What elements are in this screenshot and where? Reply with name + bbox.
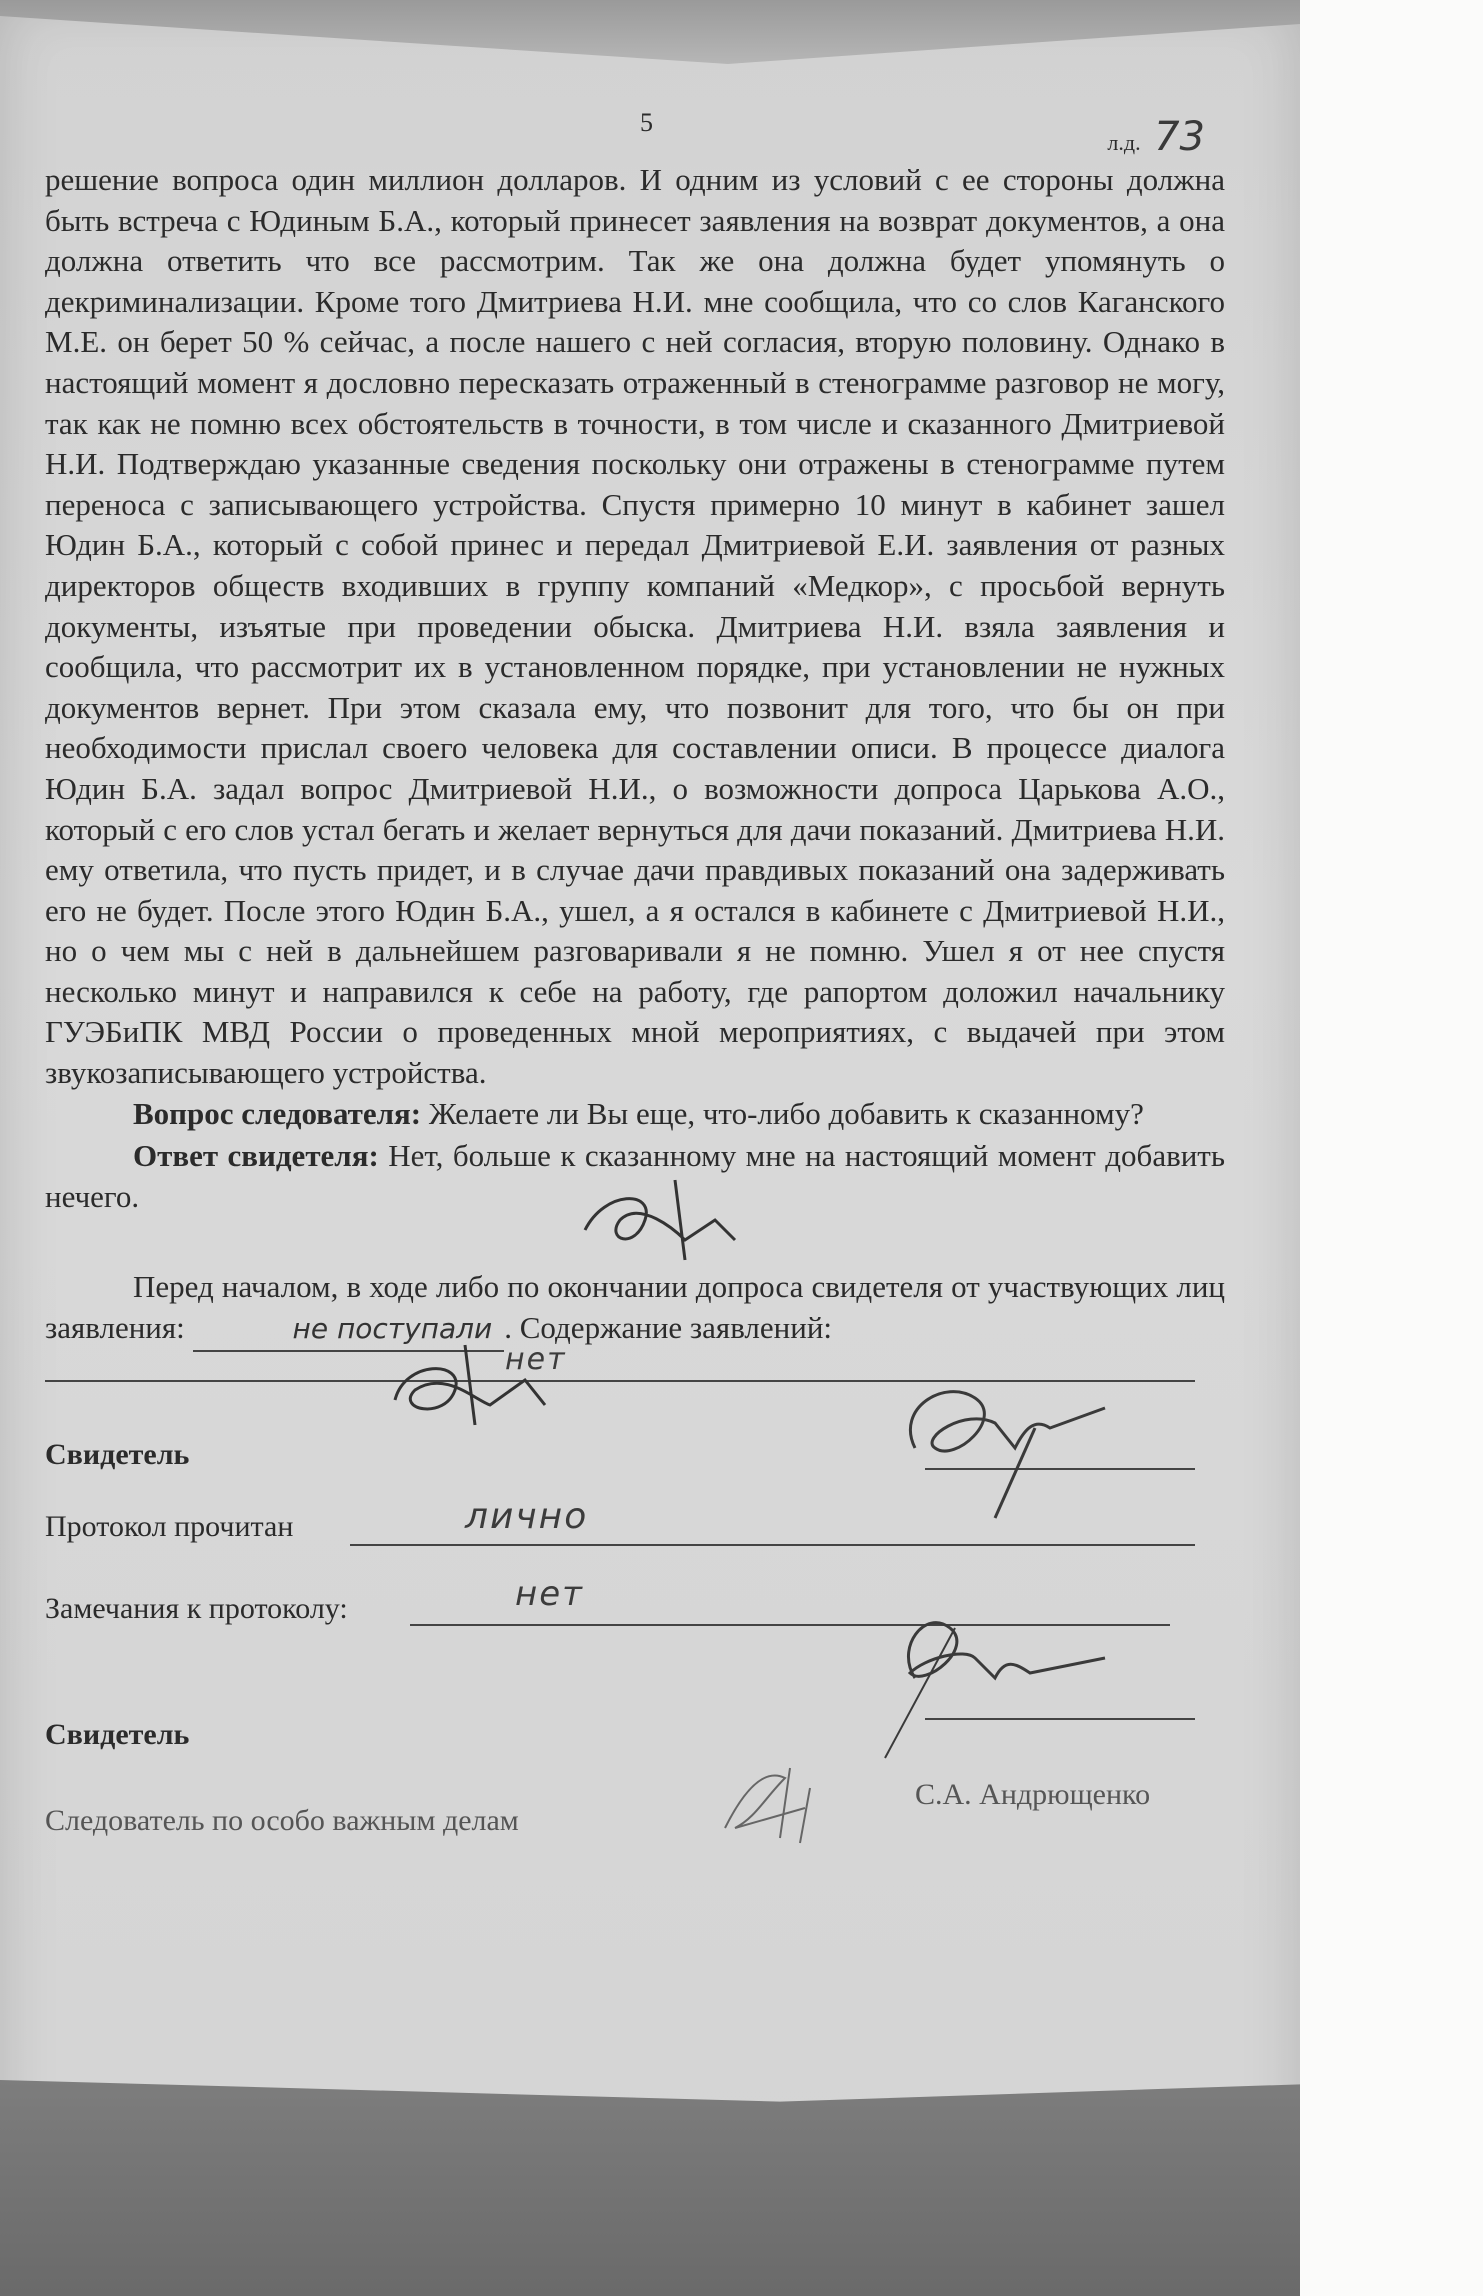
page-number: 5	[640, 108, 653, 137]
witness-signature-2	[865, 1588, 1125, 1748]
case-sheet-number: 73	[1154, 114, 1205, 160]
remarks-handwritten: нет	[515, 1573, 584, 1614]
page-header	[45, 100, 1225, 160]
inline-signature-answer-end	[365, 1340, 565, 1430]
document-page	[45, 100, 1225, 1848]
case-sheet-label: л.д.	[1107, 130, 1141, 155]
bottom-fold-shadow	[0, 2080, 1300, 2296]
remarks-label: Замечания к протоколу:	[45, 1591, 348, 1625]
protocol-read-row	[45, 1488, 1225, 1568]
question-text: Желаете ли Вы еще, что-либо добавить к сказанному?	[428, 1095, 1144, 1131]
case-sheet-reference	[1107, 114, 1205, 160]
witness-signature-row-2	[45, 1678, 1225, 1768]
inline-signature-paragraph-end	[565, 1180, 765, 1260]
answer-label: Ответ свидетеля:	[133, 1138, 379, 1174]
investigator-signature	[695, 1748, 855, 1848]
investigator-title: Следователь по особо важным делам	[45, 1803, 519, 1837]
statements-text-after: . Содержание заявлений:	[504, 1310, 833, 1346]
witness-label-2: Свидетель	[45, 1717, 190, 1751]
statements-content-handwritten: нет	[505, 1341, 567, 1377]
statements-text-before: Перед началом, в ходе либо по окончании допроса свидетеля от участвующих лиц заявления:	[45, 1269, 1225, 1346]
protocol-read-label: Протокол прочитан	[45, 1509, 294, 1543]
investigator-question	[45, 1094, 1225, 1135]
witness-signature-row-1	[45, 1398, 1225, 1488]
statements-paragraph	[45, 1267, 1225, 1351]
witness-signature-1	[875, 1368, 1135, 1508]
testimony-paragraph: решение вопроса один миллион долларов. И одним из условий с ее стороны должна быть встреча с Юдиным Б.А., который принесет заявления на возврат документов, а она должна ответить что все рассмотрим. Так же она должна будет упомянуть о декриминализации. Кроме того Дмитриева Н.И. мне сообщила, что со слов Каганского М.Е. он берет 50 % сейчас, а после нашего с ней согласия, вторую половину. Однако в настоящий момент я дословно пересказать отраженный в стенограмме разговор не могу, так как не помню всех обстоятельств в точности, в том числе и сказанного Дмитриевой Н.И. Подтверждаю указанные сведения поскольку они отражены в стенограмме путем переноса с записывающего устройства. Спустя примерно 10 минут в кабинет зашел Юдин Б.А., который с собой принес и передал Дмитриевой Е.И. заявления от разных директоров обществ входивших в группу компаний «Медкор», с просьбой вернуть документы, изъятые при проведении обыска. Дмитриева Н.И. взяла заявления и сообщила, что рассмотрит их в установленном порядке, при установлении не нужных документов вернет. При этом сказала ему, что позвонит для того, что бы он при необходимости прислал своего человека для составлении описи. В процессе диалога Юдин Б.А. задал вопрос Дмитриевой Н.И., о возможности допроса Царькова А.О., который с его слов устал бегать и желает вернуться для дачи показаний. Дмитриева Н.И. ему ответила, что пусть придет, и в случае дачи правдивых показаний она задерживать его не будет. После этого Юдин Б.А., ушел, а я остался в кабинете с Дмитриевой Н.И., но о чем мы с ней в дальнейшем разговаривали я не помню. Ушел я от нее спустя несколько минут и направился к себе на работу, где рапортом доложил начальнику ГУЭБиПК МВД России о проведенных мной мероприятиях, с выдачей при этом звукозаписывающего устройства.	[45, 162, 1225, 1091]
protocol-read-line	[350, 1544, 1195, 1546]
investigator-name: С.А. Андрющенко	[915, 1777, 1151, 1811]
investigator-row	[45, 1768, 1225, 1848]
answer-text: Нет, больше к сказанному мне на настоящий момент добавить нечего.	[45, 1138, 1225, 1214]
statements-handwritten-value: не поступали	[193, 1309, 505, 1352]
witness-label-1: Свидетель	[45, 1437, 190, 1471]
protocol-read-handwritten: лично	[465, 1495, 589, 1537]
question-label: Вопрос следователя:	[133, 1095, 422, 1131]
